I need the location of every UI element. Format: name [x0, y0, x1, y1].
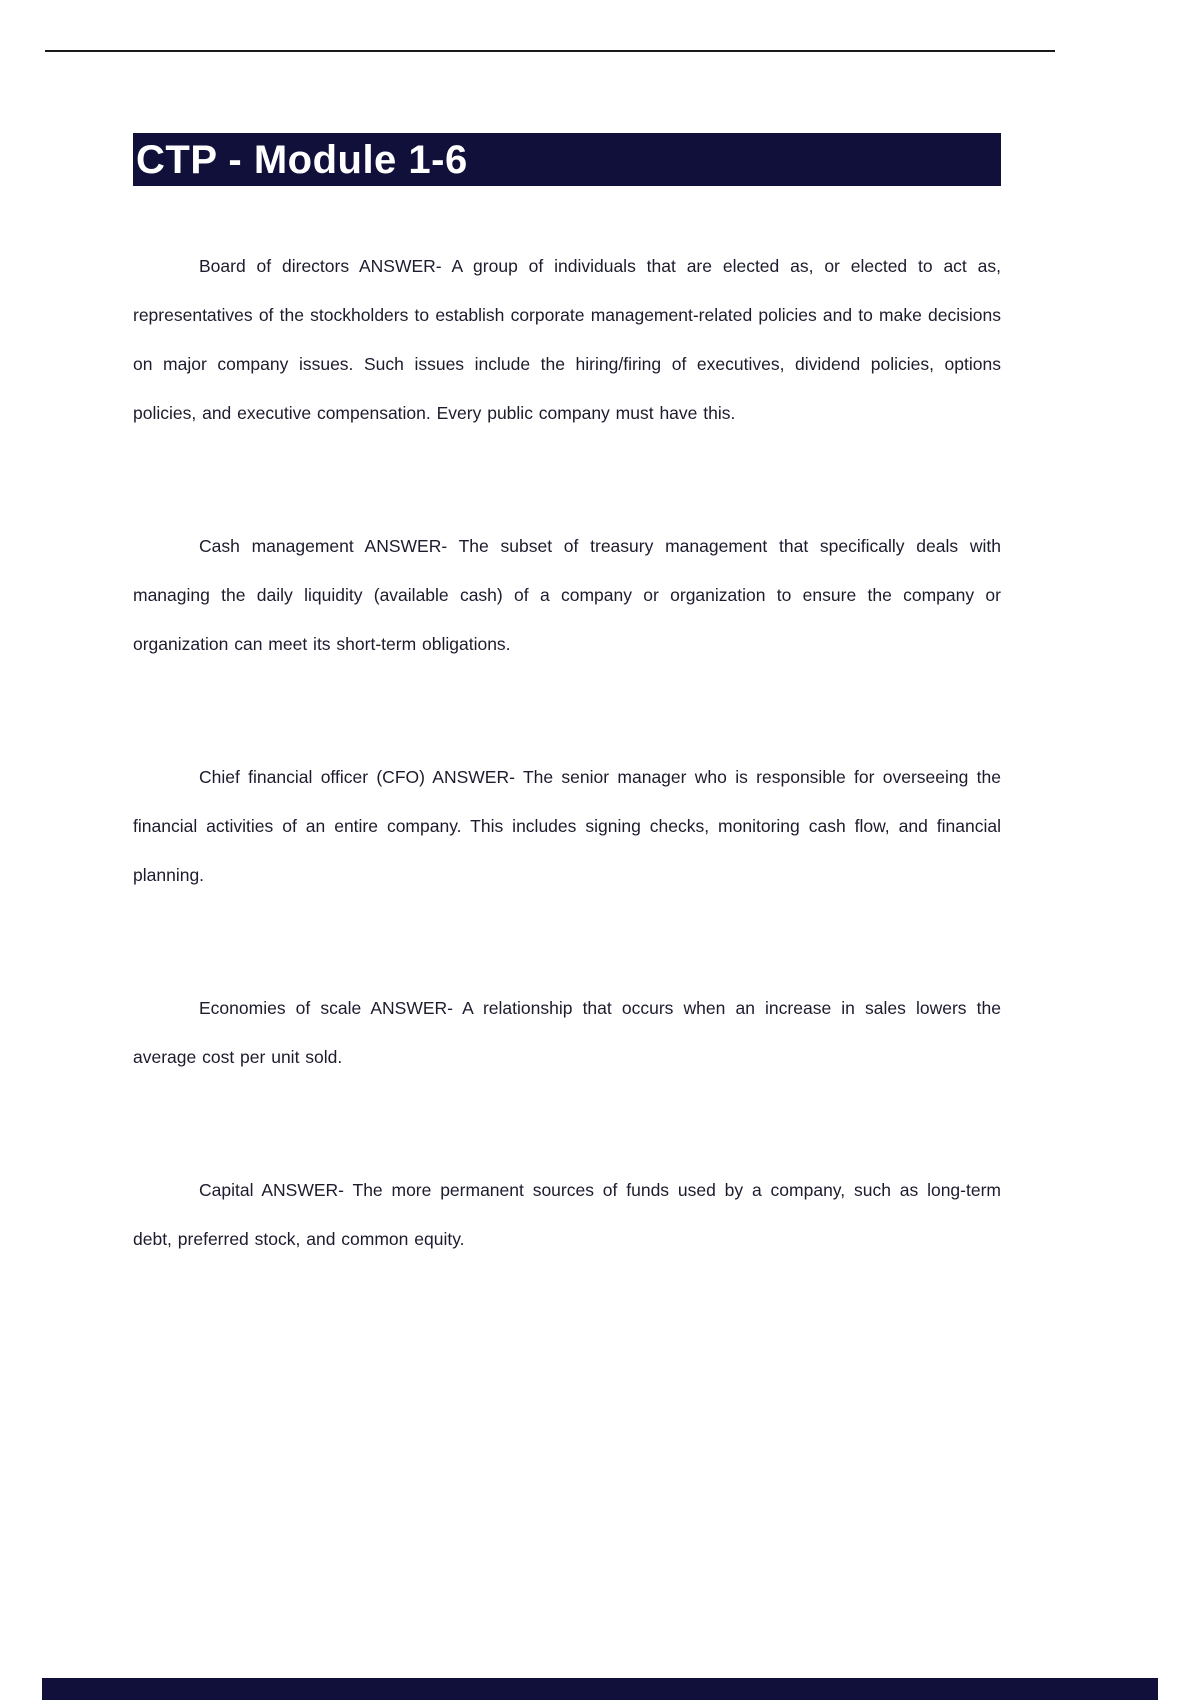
definition-paragraph-economies-of-scale: Economies of scale ANSWER- A relationship that occurs when an increase in sales lowers the average cost per unit sold.	[133, 998, 1001, 1067]
definition-paragraph-capital: Capital ANSWER- The more permanent sources of funds used by a company, such as long-term debt, preferred stock, and common equity.	[133, 1180, 1001, 1249]
document-content	[133, 133, 1001, 1264]
page-title: CTP - Module 1-6	[136, 137, 468, 182]
definition-paragraph-board-of-directors: Board of directors ANSWER- A group of individuals that are elected as, or elected to act as, representatives of the stockholders to establish corporate management-related policies and to make decisions on major company issues. Such issues include the hiring/firing of executives, dividend policies, options policies, and executive compensation. Every public company must have this.	[133, 256, 1001, 423]
top-horizontal-rule	[45, 50, 1055, 52]
footer-bar	[42, 1678, 1158, 1700]
definitions-list	[133, 242, 1001, 1264]
definition-paragraph-cash-management: Cash management ANSWER- The subset of treasury management that specifically deals with managing the daily liquidity (available cash) of a company or organization to ensure the company or organization can meet its short-term obligations.	[133, 536, 1001, 654]
title-bar	[133, 133, 1001, 186]
definition-paragraph-cfo: Chief financial officer (CFO) ANSWER- The senior manager who is responsible for overseeing the financial activities of an entire company. This includes signing checks, monitoring cash flow, and financial planning.	[133, 767, 1001, 885]
